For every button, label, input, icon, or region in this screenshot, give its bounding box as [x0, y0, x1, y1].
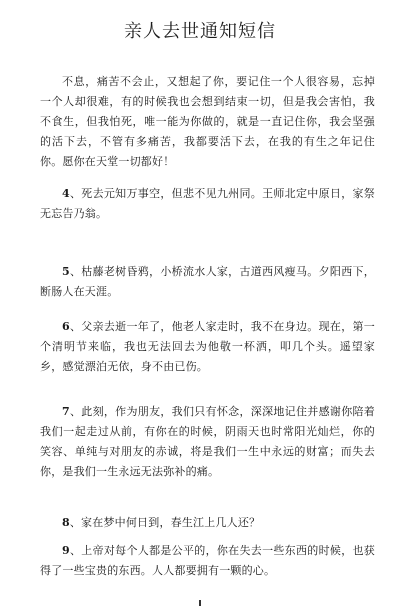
paragraph-number: 7: [62, 405, 70, 418]
paragraph-number: 8: [62, 516, 70, 529]
paragraph-6: [40, 317, 375, 377]
paragraph-text: 、死去元知万事空，但悲不见九州同。王师北定中原日，家祭无忘告乃翁。: [40, 187, 375, 220]
paragraph-8: [40, 513, 375, 533]
paragraph-4: [40, 184, 375, 224]
paragraph-7: [40, 402, 375, 482]
paragraph-text: 、家在梦中何日到，春生江上几人还？: [69, 516, 261, 529]
paragraph-text: 、上帝对每个人都是公平的，你在失去一些东西的时候，也获得了一些宝贵的东西。人人都要拥有一颗的心。: [40, 544, 375, 577]
paragraph-9: [40, 541, 375, 581]
page-break-mark: [199, 600, 201, 606]
page-title: 亲人去世通知短信: [124, 21, 276, 42]
paragraph-number: 9: [62, 544, 70, 557]
paragraph-text: 、此刻，作为朋友，我们只有怀念，深深地记住并感谢你陪着我们一起走过从前，有你在的时候，阴雨天也时常阳光灿烂，你的笑容、单纯与对朋友的赤诚，将是我们一生中永远的财富；而失去你，是我们一生永远无法弥补的痛。: [40, 405, 375, 478]
paragraph-intro: [40, 72, 375, 172]
paragraph-number: 6: [62, 320, 70, 333]
paragraph-text: 不息，痛苦不会止，又想起了你，要记住一个人很容易，忘掉一个人却很难，有的时候我也会想到结束一切，但是我会害怕，我不食生，但我怕死，唯一能为你做的，就是一直记住你，我会坚强的活下去，不管有多痛苦，我都要活下去，在我的有生之年记住你。愿你在天堂一切都好！: [40, 75, 375, 168]
paragraph-5: [40, 262, 375, 302]
paragraph-number: 4: [62, 187, 70, 200]
paragraph-number: 5: [62, 265, 70, 278]
paragraph-text: 、父亲去逝一年了，他老人家走时，我不在身边。现在，第一个清明节来临，我也无法回去为他敬一杯洒，叩几个头。遥望家乡，感觉漂泊无依，身不由已伤。: [40, 320, 375, 373]
paragraph-text: 、枯藤老树昏鸦，小桥流水人家，古道西风瘦马。夕阳西下，断肠人在天涯。: [40, 265, 375, 298]
